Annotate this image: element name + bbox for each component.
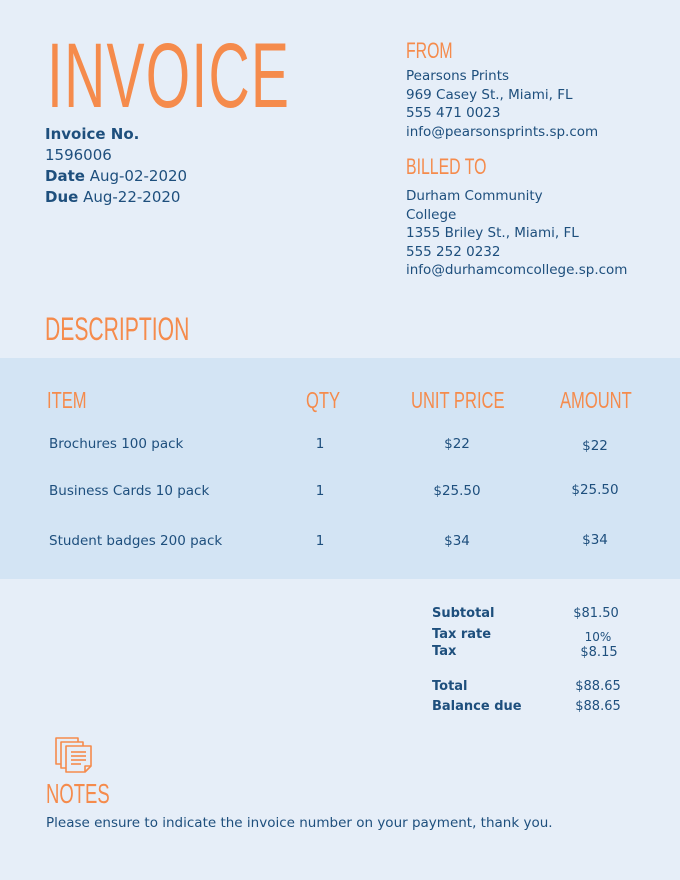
billed-to-phone: 555 252 0232 [406, 243, 501, 260]
column-header-amount: AMOUNT [560, 387, 632, 413]
balance-due-label: Balance due [432, 699, 522, 714]
invoice-title: INVOICE [47, 25, 291, 127]
documents-icon [54, 736, 94, 774]
invoice-no-value: 1596006 [45, 146, 112, 164]
row-3-amount: $34 [582, 532, 608, 548]
notes-heading: NOTES [46, 778, 110, 809]
from-address: 969 Casey St., Miami, FL [406, 86, 573, 103]
tax-label: Tax [432, 644, 457, 659]
billed-to-email: info@durhamcomcollege.sp.com [406, 262, 628, 279]
description-heading: DESCRIPTION [45, 311, 190, 347]
from-email: info@pearsonsprints.sp.com [406, 123, 599, 140]
row-1-unit-price: $22 [444, 436, 470, 452]
column-header-qty: QTY [306, 387, 341, 413]
row-1-qty: 1 [315, 436, 325, 452]
column-header-unit-price: UNIT PRICE [411, 387, 505, 413]
tax-rate-value: 10% [584, 630, 612, 644]
tax-rate-label: Tax rate [432, 627, 492, 642]
date-label: Date [45, 167, 85, 185]
from-heading: FROM [406, 38, 453, 63]
invoice-no-label: Invoice No. [45, 125, 140, 143]
row-1-amount: $22 [582, 438, 608, 454]
from-name: Pearsons Prints [406, 68, 510, 84]
billed-to-name-line1: Durham Community [406, 188, 543, 204]
due-label: Due [45, 188, 79, 206]
row-1-item: Brochures 100 pack [49, 436, 184, 452]
notes-text: Please ensure to indicate the invoice number on your payment, thank you. [46, 815, 553, 831]
row-3-qty: 1 [315, 533, 325, 549]
tax-value: $8.15 [580, 645, 618, 660]
subtotal-value: $81.50 [573, 606, 619, 621]
total-value: $88.65 [575, 679, 621, 694]
billed-to-heading: BILLED TO [406, 154, 487, 179]
row-2-unit-price: $25.50 [433, 483, 481, 499]
column-header-item: ITEM [47, 387, 87, 413]
subtotal-label: Subtotal [432, 606, 495, 621]
billed-to-address-block [406, 187, 627, 280]
row-2-qty: 1 [315, 483, 325, 499]
row-3-item: Student badges 200 pack [49, 533, 223, 549]
from-phone: 555 471 0023 [406, 105, 501, 122]
total-label: Total [432, 679, 468, 694]
balance-due-value: $88.65 [575, 699, 621, 714]
invoice-meta [45, 124, 187, 208]
date-value: Aug-02-2020 [89, 167, 188, 185]
from-address-block [406, 67, 598, 141]
billed-to-address: 1355 Briley St., Miami, FL [406, 225, 579, 242]
billed-to-name-line2: College [406, 206, 457, 223]
row-2-item: Business Cards 10 pack [49, 483, 210, 499]
row-2-amount: $25.50 [571, 482, 619, 498]
due-value: Aug-22-2020 [83, 188, 181, 206]
row-3-unit-price: $34 [444, 533, 470, 549]
